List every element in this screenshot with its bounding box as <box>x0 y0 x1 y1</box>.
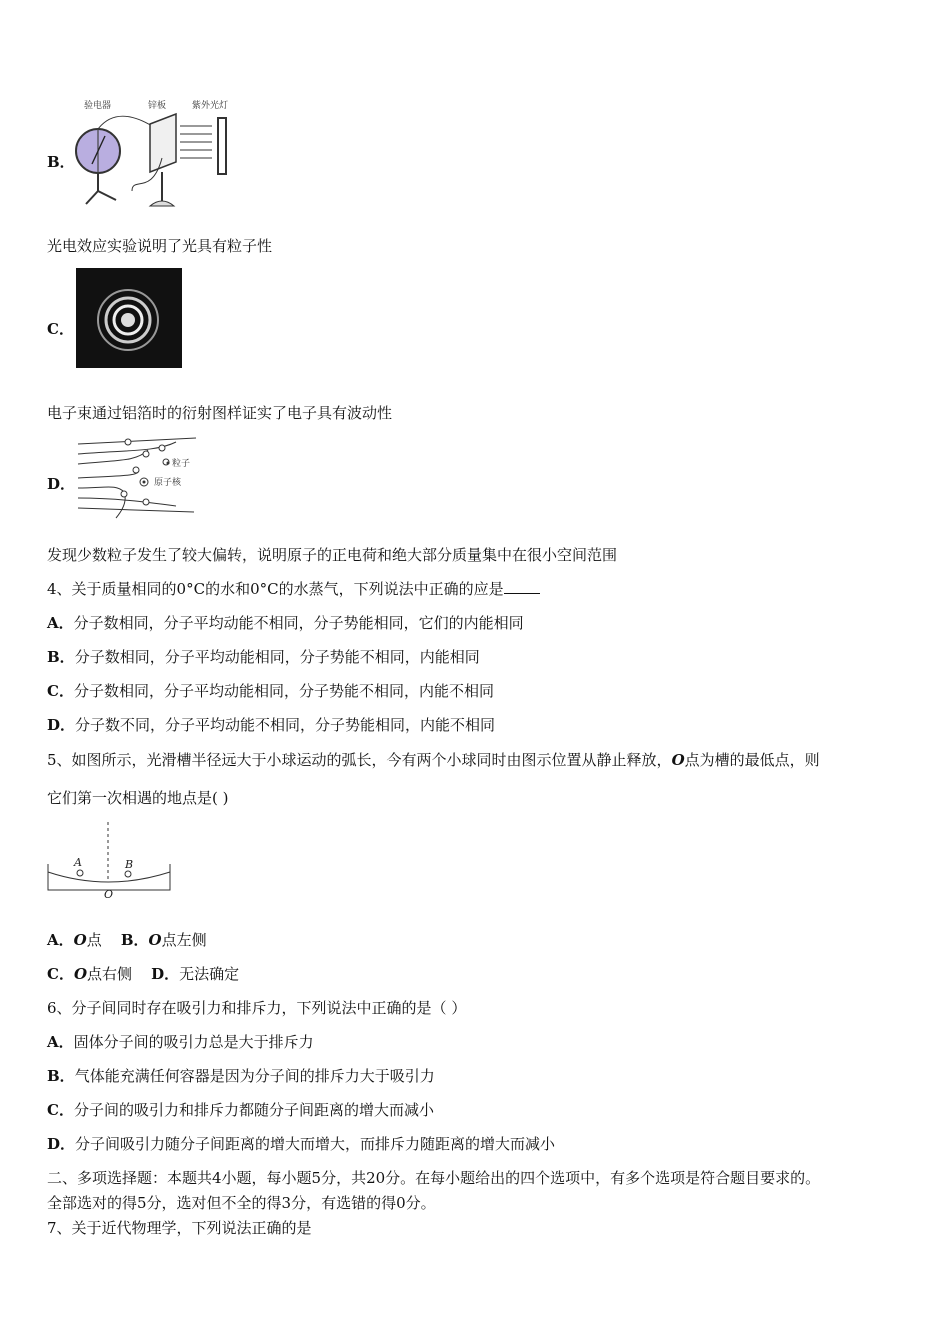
q4-stem <box>47 579 540 599</box>
fig-label-b: B <box>125 858 134 871</box>
option-text: 分子数不同，分子平均动能不相同，分子势能相同，内能不相同 <box>75 716 496 734</box>
alpha-scattering-figure <box>76 432 206 520</box>
q6-option-c <box>47 1100 434 1120</box>
option-label: A． <box>47 931 74 949</box>
q5-options-row1 <box>47 930 207 950</box>
q6-option-b <box>47 1066 435 1086</box>
option-d-label: D． <box>47 475 76 493</box>
option-text: 分子数相同，分子平均动能相同，分子势能不相同，内能不相同 <box>73 682 494 700</box>
smooth-groove-figure <box>46 820 176 900</box>
fig-label-particle: 粒子 <box>172 459 191 469</box>
option-d-caption: 发现少数粒子发生了较大偏转，说明原子的正电荷和绝大部分质量集中在很小空间范围 <box>47 546 618 564</box>
option-o: O <box>73 965 88 983</box>
option-label: B． <box>120 931 149 949</box>
option-b-caption: 光电效应实验说明了光具有粒子性 <box>47 237 273 255</box>
option-c-label: C． <box>47 320 74 338</box>
fig-label-a: A <box>74 856 82 869</box>
option-text: 无法确定 <box>179 965 240 983</box>
option-o: O <box>73 931 87 949</box>
option-label: A． <box>47 614 74 632</box>
option-text: 气体能充满任何容器是因为分子间的排斥力大于吸引力 <box>74 1067 435 1085</box>
option-text: 点 <box>86 931 102 949</box>
option-label: B． <box>47 648 75 666</box>
fig-label-nucleus: 原子核 <box>154 478 182 488</box>
option-text: 点左侧 <box>161 931 207 949</box>
q5-stem-o: O <box>671 751 685 769</box>
option-label: A． <box>47 1033 74 1051</box>
section2-instructions: 全部选对的得5分，选对但不全的得3分，有选错的得0分。 <box>47 1194 436 1212</box>
diffraction-pattern-image <box>76 268 182 368</box>
fig-label-electroscope: 验电器 <box>84 101 112 111</box>
q6-stem: 6、分子间同时存在吸引力和排斥力，下列说法中正确的是（ ） <box>47 999 467 1017</box>
q7-stem: 7、关于近代物理学，下列说法正确的是 <box>47 1219 312 1237</box>
q6-option-d <box>47 1134 555 1154</box>
option-text: 固体分子间的吸引力总是大于排斥力 <box>73 1033 314 1051</box>
option-b-label: B． <box>47 153 75 171</box>
option-label: D． <box>47 1135 76 1153</box>
fig-label-uv-lamp: 紫外光灯 <box>192 101 229 111</box>
q4-stem-text: 4、关于质量相同的0°C的水和0°C的水蒸气，下列说法中正确的应是 <box>47 580 504 598</box>
option-text: 分子数相同，分子平均动能不相同，分子势能相同，它们的内能相同 <box>73 614 524 632</box>
option-text: 分子数相同，分子平均动能相同，分子势能不相同，内能相同 <box>74 648 480 666</box>
q4-option-c <box>47 681 494 701</box>
q4-option-a <box>47 613 524 633</box>
option-text: 点右侧 <box>87 965 133 983</box>
option-label: C． <box>47 965 74 983</box>
q5-stem-part: 5、如图所示，光滑槽半径远大于小球运动的弧长，今有两个小球同时由图示位置从静止释放， <box>47 751 672 769</box>
fig-label-o: O <box>104 888 114 900</box>
option-label: D． <box>47 716 76 734</box>
answer-blank <box>504 579 540 594</box>
fig-label-zinc-plate: 锌板 <box>148 101 167 111</box>
option-label: D． <box>151 965 180 983</box>
q4-option-d <box>47 715 495 735</box>
q5-stem-line2: 它们第一次相遇的地点是( ) <box>47 789 229 807</box>
option-o: O <box>148 931 162 949</box>
q5-options-row2 <box>47 964 239 984</box>
option-c-caption: 电子束通过铝箔时的衍射图样证实了电子具有波动性 <box>47 404 393 422</box>
photoelectric-figure <box>72 96 247 216</box>
q5-stem <box>47 750 820 770</box>
q6-option-a <box>47 1032 314 1052</box>
option-label: C． <box>47 682 74 700</box>
option-text: 分子间的吸引力和排斥力都随分子间距离的增大而减小 <box>73 1101 434 1119</box>
q5-stem-part: 点为槽的最低点，则 <box>684 751 820 769</box>
option-text: 分子间吸引力随分子间距离的增大而增大，而排斥力随距离的增大而减小 <box>75 1135 556 1153</box>
option-label: C． <box>47 1101 74 1119</box>
option-label: B． <box>47 1067 75 1085</box>
q4-option-b <box>47 647 480 667</box>
section2-heading: 二、多项选择题：本题共4小题，每小题5分，共20分。在每小题给出的四个选项中，有多个选项是符合题目要求的。 <box>47 1169 821 1187</box>
